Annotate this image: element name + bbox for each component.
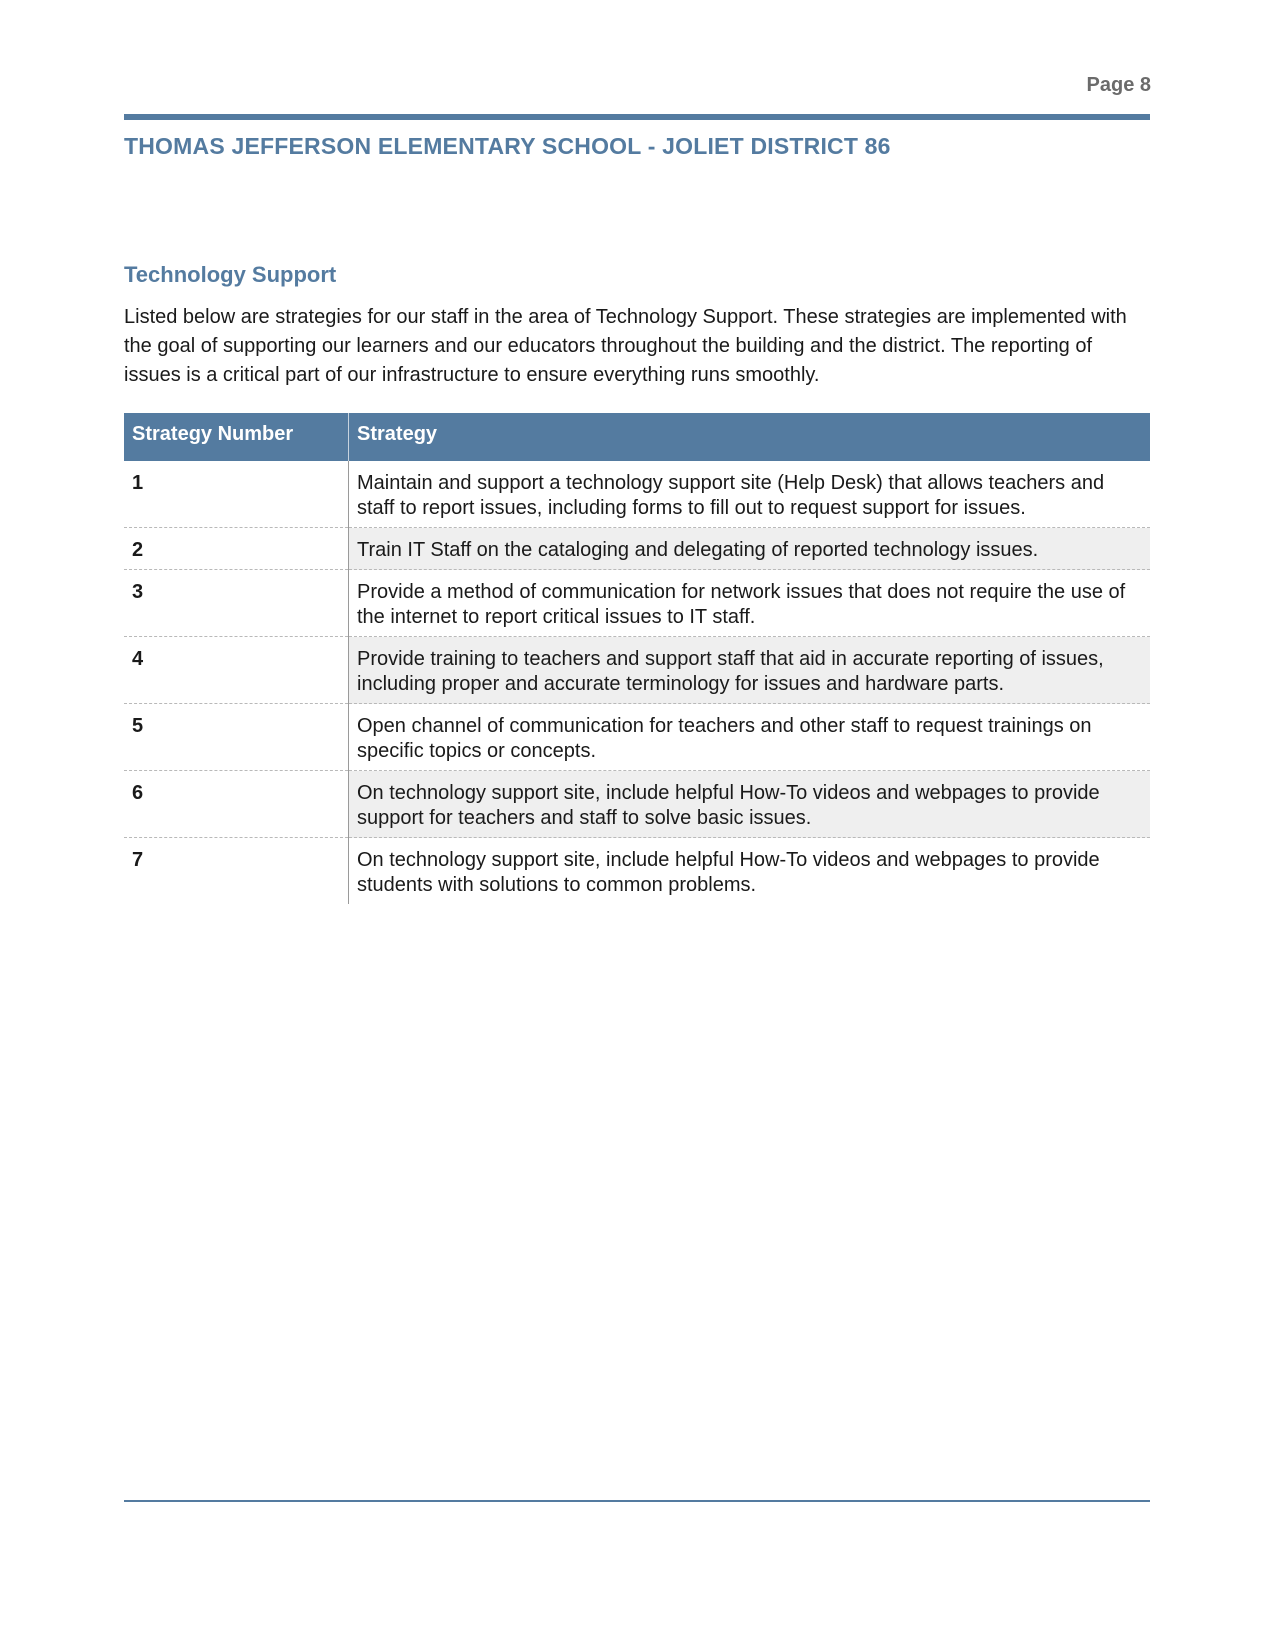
section-title: Technology Support (124, 262, 337, 287)
strategy-text: Provide training to teachers and support staff that aid in accurate reporting of issues, including proper and accurate terminology for issues and hardware parts. (349, 637, 1151, 704)
table-row (124, 570, 1150, 637)
strategy-text: On technology support site, include helpful How-To videos and webpages to provide support for teachers and staff to solve basic issues. (349, 771, 1151, 838)
strategy-text: Provide a method of communication for network issues that does not require the use of the internet to report critical issues to IT staff. (349, 570, 1151, 637)
table-row (124, 838, 1150, 905)
table-row (124, 637, 1150, 704)
strategy-number: 4 (124, 637, 349, 704)
strategy-text: On technology support site, include helpful How-To videos and webpages to provide students with solutions to common problems. (357, 849, 1100, 896)
table-row (124, 771, 1150, 838)
table-header-row (124, 413, 1150, 461)
strategy-table (124, 413, 1150, 904)
column-header-strategy: Strategy (349, 413, 1151, 461)
strategy-number: 7 (124, 838, 349, 905)
strategy-number: 5 (124, 704, 349, 771)
strategy-number: 3 (124, 570, 349, 637)
strategy-number: 1 (124, 461, 349, 528)
school-header: THOMAS JEFFERSON ELEMENTARY SCHOOL - JOLIET DISTRICT 86 (124, 133, 891, 159)
intro-paragraph: Listed below are strategies for our staff in the area of Technology Support. These strategies are implemented with the goal of supporting our learners and our educators throughout the building and the district. The reporting of issues is a critical part of our infrastructure to ensure everything runs smoothly. (124, 306, 1127, 386)
strategy-number: 2 (124, 528, 349, 570)
strategy-text: Train IT Staff on the cataloging and delegating of reported technology issues. (349, 528, 1151, 570)
table-row (124, 528, 1150, 570)
page-number: Page 8 (1086, 74, 1151, 96)
footer-rule (124, 1500, 1150, 1502)
strategy-text: Maintain and support a technology support site (Help Desk) that allows teachers and staff to report issues, including forms to fill out to request support for issues. (349, 461, 1151, 528)
strategy-text: Open channel of communication for teachers and other staff to request trainings on specific topics or concepts. (349, 704, 1151, 771)
strategy-number: 6 (124, 771, 349, 838)
table-row (124, 461, 1150, 528)
table-row (124, 704, 1150, 771)
column-header-strategy-number: Strategy Number (124, 413, 349, 461)
header-rule (124, 114, 1150, 120)
